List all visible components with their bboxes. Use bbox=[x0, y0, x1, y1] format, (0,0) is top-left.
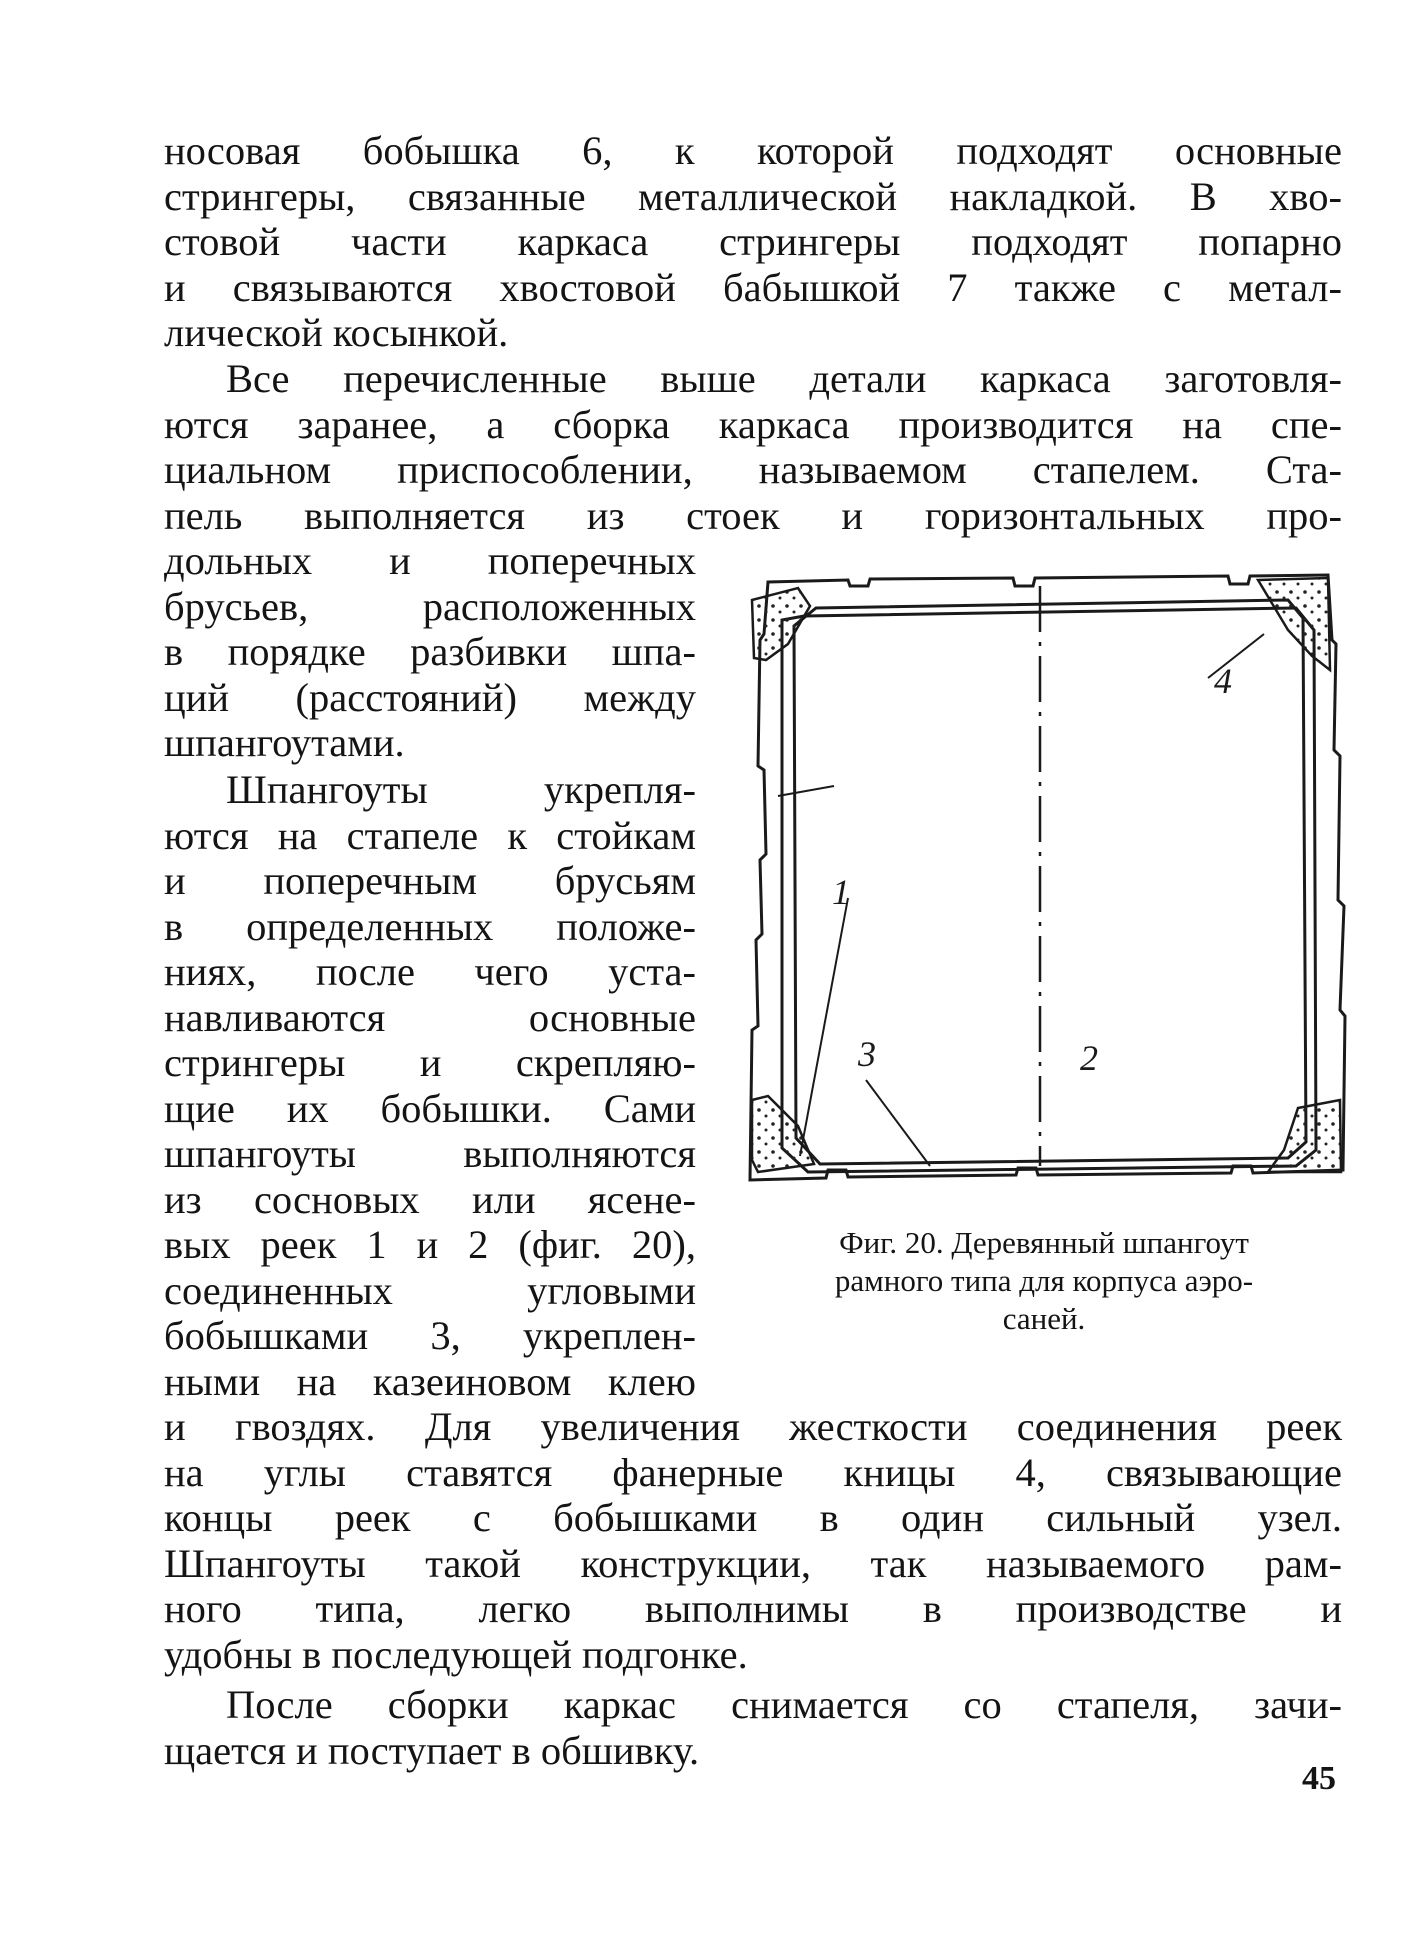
label-1: 1 bbox=[832, 872, 850, 912]
text-line: ций (расстояний) между bbox=[164, 674, 696, 720]
frame-drawing bbox=[728, 560, 1353, 1200]
figure-labels bbox=[832, 661, 1232, 1078]
text-line: ными на казеиновом клею bbox=[164, 1358, 696, 1404]
top-paragraph bbox=[164, 128, 1342, 356]
text-line: стрингеры, связанные металлической накладкой. В хво- bbox=[164, 173, 1342, 219]
text-line: концы реек с бобышками в один сильный узел. bbox=[164, 1495, 1342, 1540]
text-line: щается и поступает в обшивку. bbox=[164, 1727, 700, 1773]
text-line: Шпангоуты такой конструкции, так называемого рам- bbox=[164, 1540, 1342, 1586]
text-line: После сборки каркас снимается со стапеля, зачи- bbox=[226, 1682, 1342, 1727]
text-line: лической косынкой. bbox=[164, 310, 509, 355]
text-line: стрингеры и скрепляю- bbox=[164, 1040, 696, 1085]
third-paragraph-rest bbox=[164, 1404, 1342, 1677]
text-line: циальном приспособлении, называемом стапелем. Ста- bbox=[164, 447, 1342, 492]
text-line: навливаются основные bbox=[164, 994, 696, 1040]
second-paragraph bbox=[164, 356, 1342, 538]
text-line: шпангоутами. bbox=[164, 720, 405, 765]
page-number: 45 bbox=[1302, 1760, 1336, 1797]
text-line: и гвоздях. Для увеличения жесткости соединения реек bbox=[164, 1404, 1342, 1449]
text-line: ются на стапеле к стойкам bbox=[164, 812, 696, 858]
text-line: вых реек 1 и 2 (фиг. 20), bbox=[164, 1222, 696, 1267]
text-line: ются заранее, а сборка каркаса производится на спе- bbox=[164, 401, 1342, 447]
text-line: удобны в последующей подгонке. bbox=[164, 1631, 748, 1677]
label-3: 3 bbox=[858, 1034, 876, 1074]
text-line: на углы ставятся фанерные кницы 4, связывающие bbox=[164, 1449, 1342, 1495]
text-line: носовая бобышка 6, к которой подходят основные bbox=[164, 128, 1342, 173]
leader-lines bbox=[778, 634, 1264, 1166]
label-4: 4 bbox=[1214, 661, 1232, 701]
text-line: из сосновых или ясене- bbox=[164, 1176, 696, 1222]
text-line: соединенных угловыми bbox=[164, 1267, 696, 1313]
text-line: щие их бобышки. Сами bbox=[164, 1085, 696, 1131]
text-line: ниях, после чего уста- bbox=[164, 949, 696, 994]
left-column-a bbox=[164, 538, 696, 766]
caption-line: рамного типа для корпуса аэро- bbox=[834, 1263, 1254, 1298]
caption-line: саней. bbox=[1002, 1301, 1086, 1336]
text-line: и поперечным брусьям bbox=[164, 858, 696, 903]
caption-line: Фиг. 20. Деревянный шпангоут bbox=[839, 1225, 1249, 1260]
text-line: и связываются хвостовой бабышкой 7 также с метал- bbox=[164, 264, 1342, 310]
text-line: Все перечисленные выше детали каркаса заготовля- bbox=[226, 356, 1342, 401]
text-line: шпангоуты выполняются bbox=[164, 1131, 696, 1176]
fourth-paragraph bbox=[164, 1682, 1342, 1773]
text-line: бобышками 3, укреплен- bbox=[164, 1313, 696, 1358]
text-line: пель выполняется из стоек и горизонтальных про- bbox=[164, 492, 1342, 538]
text-line: брусьев, расположенных bbox=[164, 583, 696, 629]
text-line: стовой части каркаса стрингеры подходят попарно bbox=[164, 219, 1342, 264]
text-line: в определенных положе- bbox=[164, 903, 696, 949]
text-line: Шпангоуты укрепля- bbox=[226, 767, 696, 812]
figure-20 bbox=[728, 560, 1353, 1200]
text-line: дольных и поперечных bbox=[164, 538, 696, 583]
label-2: 2 bbox=[1080, 1038, 1098, 1078]
text-line: в порядке разбивки шпа- bbox=[164, 629, 696, 674]
text-line: ного типа, легко выполнимы в производстве и bbox=[164, 1586, 1342, 1631]
left-column-b bbox=[164, 767, 696, 1404]
figure-caption bbox=[740, 1224, 1348, 1338]
